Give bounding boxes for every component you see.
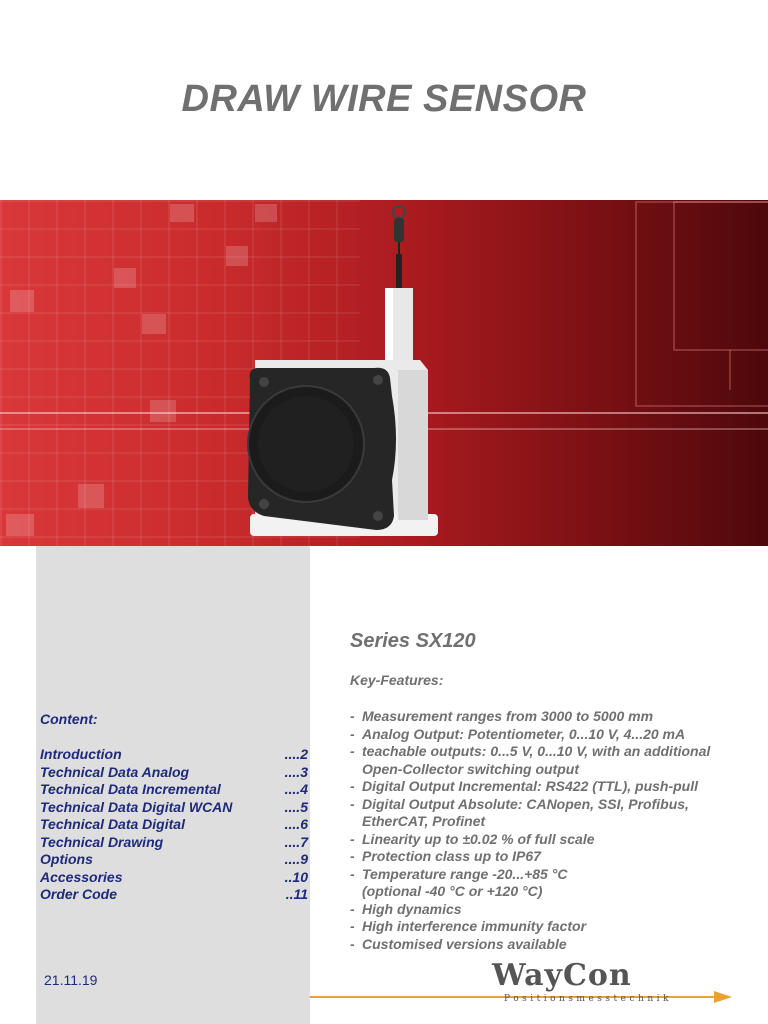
toc-item[interactable] (40, 834, 308, 852)
toc-item-label: Technical Data Incremental (40, 781, 221, 797)
document-title: DRAW WIRE SENSOR (181, 78, 587, 120)
toc-item-page: ....5 (284, 798, 308, 815)
toc-item-label: Technical Data Digital (40, 816, 185, 832)
feature-text-continued: Open-Collector switching output (362, 760, 579, 777)
toc-item-label: Options (40, 851, 93, 867)
toc-item[interactable] (40, 799, 308, 817)
toc-item[interactable] (40, 746, 308, 764)
feature-text: Protection class up to IP67 (362, 848, 541, 864)
toc-item[interactable] (40, 781, 308, 799)
feature-text-continued: EtherCAT, Profinet (362, 813, 486, 829)
toc-item-label: Order Code (40, 886, 118, 902)
toc-item-label: Accessories (40, 868, 123, 885)
toc-item[interactable] (40, 886, 308, 904)
toc-item-label: Introduction (40, 746, 122, 762)
toc-item-page: ....2 (284, 746, 308, 762)
waycon-logo: WayCon (492, 958, 632, 993)
feature-text: Digital Output Absolute: CANopen, SSI, Profibus, (362, 795, 689, 812)
toc-item-page: ..10 (284, 868, 308, 885)
feature-text: Linearity up to ±0.02 % of full scale (362, 830, 595, 847)
hero-banner (0, 200, 768, 546)
feature-item (350, 866, 750, 901)
toc-item[interactable] (40, 816, 308, 834)
feature-item (350, 726, 750, 744)
toc-item-page: ....9 (284, 851, 308, 867)
feature-text: Measurement ranges from 3000 to 5000 mm (362, 708, 654, 724)
contents-heading: Content: (40, 711, 98, 727)
toc-item[interactable] (40, 851, 308, 869)
feature-item (350, 796, 750, 831)
feature-text: Customised versions available (362, 935, 567, 952)
toc-item-label: Technical Data Digital WCAN (40, 798, 233, 815)
footer-arrow-icon (714, 991, 732, 1003)
feature-item (350, 918, 750, 936)
toc-item-page: ....7 (284, 833, 308, 850)
toc-item-page: ....4 (284, 781, 308, 797)
feature-list (350, 708, 750, 953)
toc-item[interactable] (40, 869, 308, 887)
toc-item-page: ....6 (284, 816, 308, 832)
toc-item[interactable] (40, 764, 308, 782)
feature-text-continued: (optional -40 °C or +120 °C) (362, 883, 543, 899)
logo-tagline: Positionsmesstechnik (504, 994, 672, 1004)
feature-item (350, 936, 750, 954)
feature-item (350, 831, 750, 849)
feature-item (350, 778, 750, 796)
feature-item (350, 743, 750, 778)
feature-text: High interference immunity factor (362, 918, 587, 934)
feature-text: High dynamics (362, 900, 462, 917)
feature-text: teachable outputs: 0...5 V, 0...10 V, with an additional (362, 743, 711, 759)
feature-text: Analog Output: Potentiometer, 0...10 V, 4...20 mA (362, 725, 686, 742)
toc-item-page: ..11 (285, 886, 308, 902)
series-heading: Series SX120 (350, 630, 476, 652)
feature-item (350, 708, 750, 726)
key-features-heading: Key-Features: (350, 672, 444, 688)
table-of-contents (40, 746, 308, 904)
feature-text: Temperature range -20...+85 °C (362, 865, 568, 882)
feature-text: Digital Output Incremental: RS422 (TTL), push-pull (362, 778, 699, 794)
toc-item-page: ....3 (284, 763, 308, 780)
feature-item (350, 848, 750, 866)
toc-item-label: Technical Drawing (40, 833, 164, 850)
document-date: 21.11.19 (44, 972, 98, 988)
toc-item-label: Technical Data Analog (40, 763, 190, 780)
sensor-product-image (0, 200, 768, 546)
feature-item (350, 901, 750, 919)
